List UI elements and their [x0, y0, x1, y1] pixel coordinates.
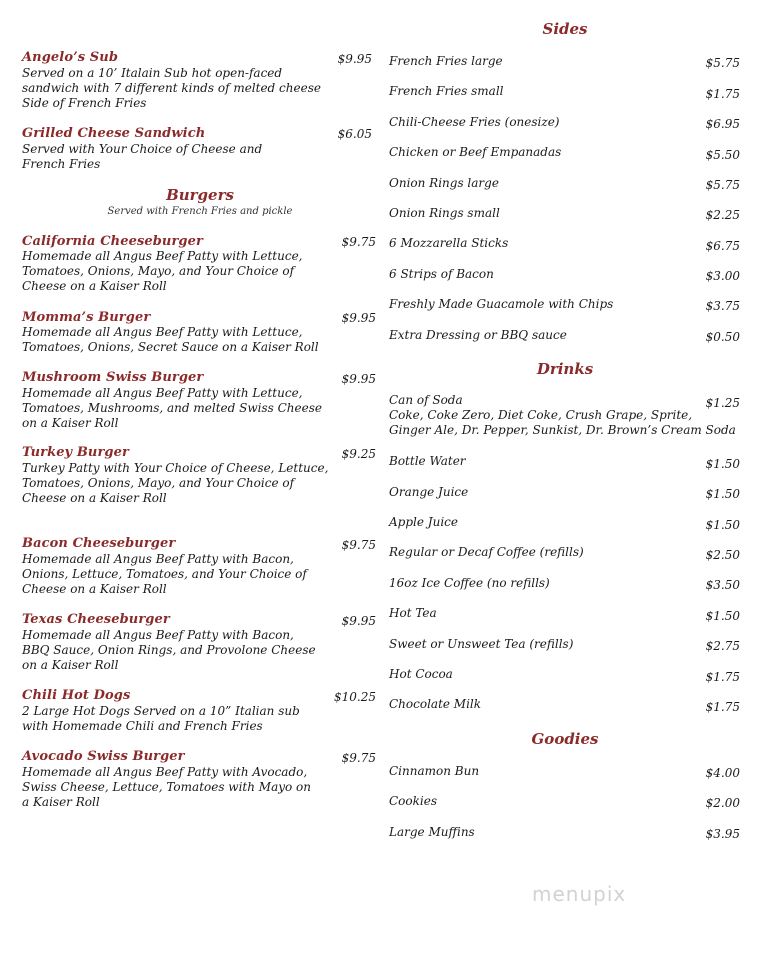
menu-item-price: $1.50 — [705, 518, 740, 532]
menu-item-name: Large Muffins — [389, 825, 475, 839]
section-title-sides: Sides — [542, 20, 588, 38]
menu-item-name: Sweet or Unsweet Tea (refills) — [389, 637, 574, 651]
menu-item-price: $3.50 — [705, 578, 740, 592]
menu-item-name: Mushroom Swiss Burger — [22, 370, 204, 385]
menu-item-name: Avocado Swiss Burger — [22, 749, 185, 764]
menu-item-name: Momma’s Burger — [22, 310, 151, 325]
menu-item-description: Homemade all Angus Beef Patty with Bacon, BBQ Sauce, Onion Rings, and Provolone Cheese on a Kaiser Roll — [22, 628, 316, 672]
menu-item-price: $3.95 — [705, 827, 740, 841]
menu-item-price: $9.95 — [337, 52, 372, 66]
menu-item-name: Bottle Water — [389, 454, 466, 468]
menu-item-price: $5.75 — [705, 56, 740, 70]
menu-item-name: Turkey Burger — [22, 445, 129, 460]
menu-item-price: $2.00 — [705, 796, 740, 810]
menu-item-price: $3.00 — [705, 269, 740, 283]
menu-item-price: $10.25 — [334, 690, 376, 704]
menu-item-price: $6.05 — [337, 127, 372, 141]
menu-item-description: Turkey Patty with Your Choice of Cheese, Lettuce, Tomatoes, Onions, Mayo, and Your Choice of Cheese on a Kaiser Roll — [22, 461, 329, 505]
menu-item-price: $9.25 — [341, 447, 376, 461]
menu-item-name: Freshly Made Guacamole with Chips — [389, 297, 614, 311]
menu-item-price: $1.50 — [705, 487, 740, 501]
menu-item-name: Regular or Decaf Coffee (refills) — [389, 545, 584, 559]
menu-item-price: $2.50 — [705, 548, 740, 562]
menu-item-name: Grilled Cheese Sandwich — [22, 126, 206, 141]
menu-item-description: Homemade all Angus Beef Patty with Lettuce, Tomatoes, Onions, Secret Sauce on a Kaiser Roll — [22, 325, 319, 354]
menu-item-description: 2 Large Hot Dogs Served on a 10” Italian sub with Homemade Chili and French Fries — [22, 704, 300, 733]
menu-item-description: Coke, Coke Zero, Diet Coke, Crush Grape, Sprite, Ginger Ale, Dr. Pepper, Sunkist, Dr. Brown’s Cream Soda — [389, 408, 736, 437]
menu-item-name: Chicken or Beef Empanadas — [389, 145, 562, 159]
menu-item-name: 16oz Ice Coffee (no refills) — [389, 576, 550, 590]
menu-item-name: Can of Soda — [389, 393, 463, 407]
menu-item-price: $9.95 — [341, 614, 376, 628]
menu-item-name: Angelo’s Sub — [22, 50, 119, 65]
menu-item-price: $5.50 — [705, 148, 740, 162]
menu-item-price: $1.50 — [705, 457, 740, 471]
menu-item-price: $2.75 — [705, 639, 740, 653]
menu-item-price: $9.95 — [341, 311, 376, 325]
menu-item-price: $9.75 — [341, 538, 376, 552]
menu-item-name: Bacon Cheeseburger — [22, 536, 176, 551]
menu-item-description: Homemade all Angus Beef Patty with Avocado, Swiss Cheese, Lettuce, Tomatoes with Mayo on a Kaiser Roll — [22, 765, 311, 809]
menu-item-price: $2.25 — [705, 208, 740, 222]
menu-item-price: $1.75 — [705, 700, 740, 714]
menu-item-description: Served with Your Choice of Cheese and French Fries — [22, 142, 263, 171]
menu-item-price: $1.75 — [705, 670, 740, 684]
menu-item-description: Homemade all Angus Beef Patty with Lettuce, Tomatoes, Mushrooms, and melted Swiss Cheese on a Kaiser Roll — [22, 386, 322, 430]
section-subtitle: Served with French Fries and pickle — [107, 206, 293, 217]
menu-item-name: Apple Juice — [389, 515, 458, 529]
menu-item-name: French Fries small — [389, 84, 504, 98]
menu-item-name: Hot Tea — [389, 606, 437, 620]
menu-item-price: $9.95 — [341, 372, 376, 386]
menu-item-name: Chili Hot Dogs — [22, 688, 131, 703]
watermark: menupix — [532, 882, 627, 906]
menu-item-name: Cinnamon Bun — [389, 764, 480, 778]
section-title-burgers: Burgers — [166, 186, 234, 204]
section-title-goodies: Goodies — [531, 730, 599, 748]
menu-item-price: $1.25 — [705, 396, 740, 410]
menu-item-name: Orange Juice — [389, 485, 469, 499]
menu-item-name: Cookies — [389, 794, 437, 808]
menu-item-name: Onion Rings small — [389, 206, 500, 220]
menu-item-price: $6.75 — [705, 239, 740, 253]
menu-item-description: Served on a 10’ Italain Sub hot open-faced sandwich with 7 different kinds of melted cheese Side of French Fries — [22, 66, 321, 110]
menu-item-price: $0.50 — [705, 330, 740, 344]
menu-item-price: $9.75 — [341, 235, 376, 249]
menu-item-name: Chili-Cheese Fries (onesize) — [389, 115, 560, 129]
menu-item-name: Texas Cheeseburger — [22, 612, 170, 627]
menu-item-name: 6 Strips of Bacon — [389, 267, 494, 281]
menu-item-description: Homemade all Angus Beef Patty with Lettuce, Tomatoes, Onions, Mayo, and Your Choice of Cheese on a Kaiser Roll — [22, 249, 303, 293]
menu-item-price: $9.75 — [341, 751, 376, 765]
menu-item-name: Onion Rings large — [389, 176, 499, 190]
menu-item-name: Extra Dressing or BBQ sauce — [389, 328, 567, 342]
menu-item-price: $4.00 — [705, 766, 740, 780]
menu-item-name: Hot Cocoa — [389, 667, 453, 681]
menu-item-price: $1.50 — [705, 609, 740, 623]
menu-item-price: $5.75 — [705, 178, 740, 192]
menu-item-name: French Fries large — [389, 54, 503, 68]
menu-item-name: 6 Mozzarella Sticks — [389, 236, 509, 250]
menu-item-name: Chocolate Milk — [389, 697, 482, 711]
menu-item-name: California Cheeseburger — [22, 234, 203, 249]
menu-item-price: $1.75 — [705, 87, 740, 101]
menu-item-price: $3.75 — [705, 299, 740, 313]
section-title-drinks: Drinks — [536, 360, 594, 378]
menu-item-description: Homemade all Angus Beef Patty with Bacon, Onions, Lettuce, Tomatoes, and Your Choice of Cheese on a Kaiser Roll — [22, 552, 307, 596]
menu-item-price: $6.95 — [705, 117, 740, 131]
